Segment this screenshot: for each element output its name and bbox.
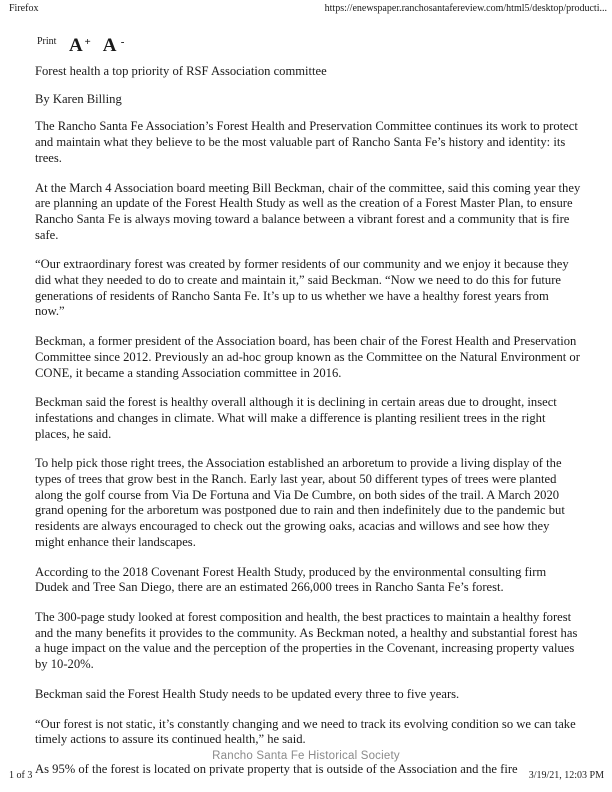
article-headline: Forest health a top priority of RSF Association committee bbox=[35, 64, 327, 78]
article-paragraph: The 300-page study looked at forest composition and health, the best practices to maintain a healthy forest and the many benefits it provides to the community. As Beckman noted, a healthy and substantial forest has a huge impact on the value and the perception of the properties in the Covenant, increasing property values by 10-20%. bbox=[35, 609, 578, 672]
page-url: https://enewspaper.ranchosantafereview.com/html5/desktop/producti... bbox=[324, 3, 607, 14]
print-timestamp: 3/19/21, 12:03 PM bbox=[528, 770, 604, 781]
minus-icon: - bbox=[120, 36, 125, 48]
watermark: Rancho Santa Fe Historical Society bbox=[212, 750, 400, 762]
article-paragraph: As 95% of the forest is located on private property that is outside of the Association and the fire bbox=[35, 761, 518, 776]
plus-icon: + bbox=[84, 36, 91, 48]
increase-font-button[interactable] bbox=[69, 35, 91, 56]
print-button[interactable]: Print bbox=[37, 36, 57, 47]
article-paragraph: To help pick those right trees, the Association established an arboretum to provide a living display of the types of trees that grow best in the Ranch. Early last year, about 50 different types of trees were planted along the golf course from Via De Fortuna and Via De Cumbre, on both sides of the trail. A March 2020 grand opening for the arboretum was postponed due to rain and then indefinitely due to the pandemic but residents are always encouraged to check out the growing oaks, acacias and willows and see how they might enhance their landscapes. bbox=[35, 456, 565, 549]
article-paragraph: Beckman, a former president of the Association board, has been chair of the Forest Health and Preservation Committee since 2012. Previously an ad-hoc group known as the Committee on the Natural Environment or CONE, it became a standing Association committee in 2016. bbox=[35, 334, 580, 380]
article-body bbox=[35, 64, 581, 792]
decrease-font-icon: A bbox=[102, 35, 117, 56]
article-paragraph: “Our extraordinary forest was created by former residents of our community and we enjoy it because they did what they needed to do to create and maintain it,” said Beckman. “Now we need to do this for future generations of residents of Rancho Santa Fe. It’s up to us whether we have a healthy forest years from now.” bbox=[35, 257, 569, 319]
article-paragraph: Beckman said the Forest Health Study needs to be updated every three to five years. bbox=[35, 686, 460, 701]
increase-font-icon: A bbox=[69, 35, 83, 56]
browser-name: Firefox bbox=[9, 3, 39, 14]
article-toolbar bbox=[37, 36, 136, 56]
article-byline: By Karen Billing bbox=[35, 91, 122, 106]
article-paragraph: According to the 2018 Covenant Forest Health Study, produced by the environmental consulting firm Dudek and Tree San Diego, there are an estimated 266,000 trees in Rancho Santa Fe’s forest. bbox=[35, 564, 547, 595]
article-paragraph: At the March 4 Association board meeting Bill Beckman, chair of the committee, said this coming year they are planning an update of the Forest Health Study as well as the creation of a Forest Master Plan, to ensure Rancho Santa Fe is always moving toward a balance between a vibrant forest and a community that is fire safe. bbox=[35, 180, 581, 242]
decrease-font-button[interactable] bbox=[102, 35, 125, 56]
article-paragraph: The Rancho Santa Fe Association’s Forest Health and Preservation Committee continues its work to protect and maintain what they believe to be the most valuable part of Rancho Santa Fe’s history and identity: its trees. bbox=[35, 119, 578, 165]
article-paragraph: Beckman said the forest is healthy overall although it is declining in certain areas due to drought, insect infestations and changes in climate. What will make a difference is planting resilient trees in the right places, he said. bbox=[35, 395, 557, 441]
article-paragraph: “Our forest is not static, it’s constantly changing and we need to track its evolving condition so we can take timely actions to assure its continued health,” he said. bbox=[35, 716, 576, 747]
page-indicator: 1 of 3 bbox=[9, 770, 33, 781]
